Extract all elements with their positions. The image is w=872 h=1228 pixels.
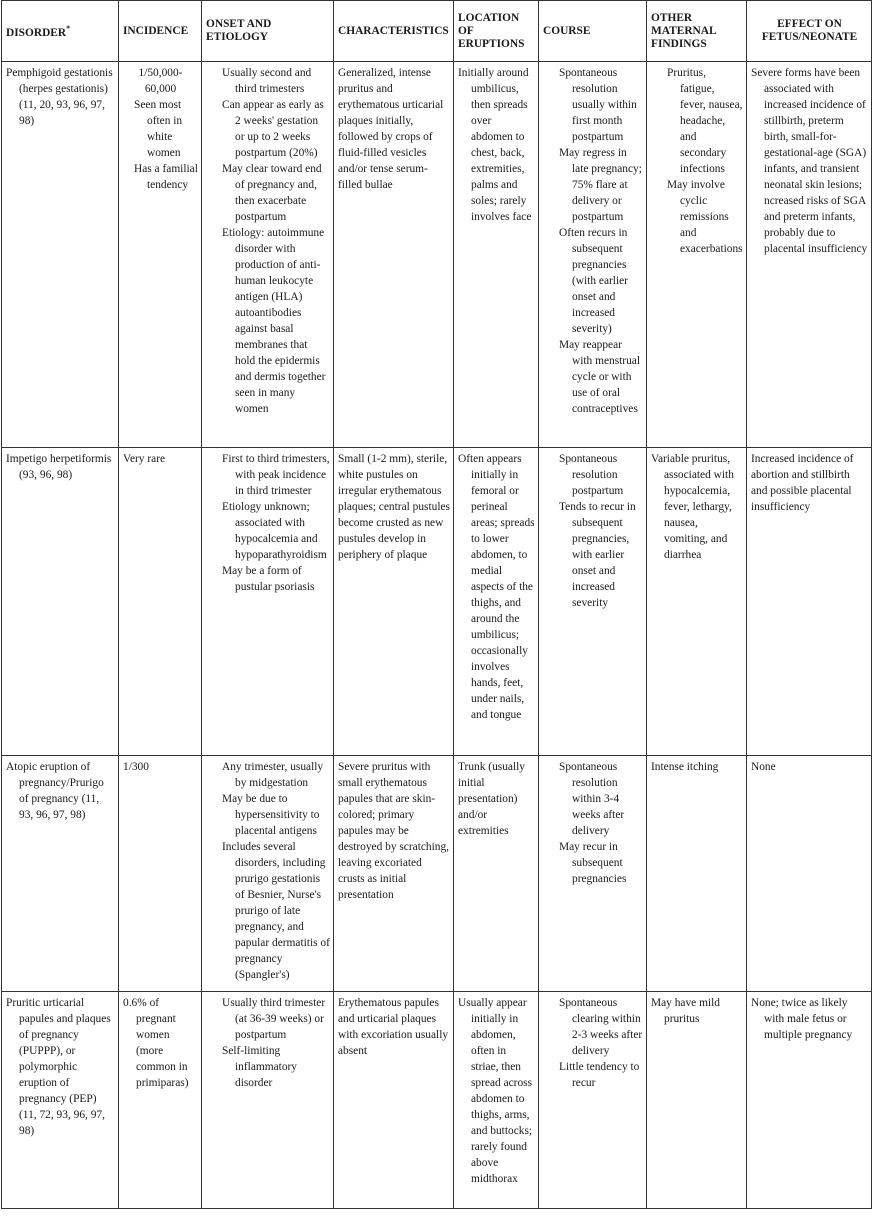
cell-maternal bbox=[647, 992, 747, 1209]
location-text: Often appears initially in femoral or perineal areas; spreads to lower abdomen, to medial aspects of the thighs, and around the umbilicus; occasionally involves hands, feet, under nails, and tongue bbox=[458, 453, 535, 721]
onset-entry: First to third trimesters, with peak incidence in third trimester bbox=[222, 453, 330, 497]
onset-entry: Etiology unknown; associated with hypocalcemia and hypoparathyroidism bbox=[222, 501, 327, 561]
header-characteristics: CHARACTERISTICS bbox=[334, 1, 454, 62]
onset-entry: Self-limiting inflammatory disorder bbox=[222, 1045, 297, 1089]
effect-text: Increased incidence of abortion and stillbirth and possible placental insufficiency bbox=[751, 453, 854, 513]
header-course: COURSE bbox=[539, 1, 647, 62]
course-entry: Spontaneous resolution within 3-4 weeks after delivery bbox=[559, 761, 625, 837]
cell-disorder bbox=[2, 448, 119, 756]
maternal-entry: Intense itching bbox=[651, 761, 719, 773]
incidence-entry: Has a familial tendency bbox=[134, 163, 198, 191]
cell-onset bbox=[202, 448, 334, 756]
table-row bbox=[2, 62, 872, 448]
effect-text: Severe forms have been associated with increased incidence of stillbirth, preterm birth, small-for-gestational-age (SGA) infants, and transient neonatal skin lesions; ncreased risks of SGA and preterm infants, probably due to placental insufficiency bbox=[751, 67, 868, 255]
cell-incidence bbox=[119, 992, 202, 1209]
cell-effect bbox=[747, 62, 872, 448]
cell-effect bbox=[747, 448, 872, 756]
course-entry: Often recurs in subsequent pregnancies (with earlier onset and increased severity) bbox=[559, 227, 628, 335]
cell-onset bbox=[202, 756, 334, 992]
cell-location bbox=[454, 62, 539, 448]
incidence-entry: 1/50,000-60,000 bbox=[138, 67, 183, 95]
onset-entry: Any trimester, usually by midgestation bbox=[222, 761, 324, 789]
course-entry: May recur in subsequent pregnancies bbox=[559, 841, 627, 885]
effect-text: None bbox=[751, 761, 776, 773]
course-entry: Little tendency to recur bbox=[559, 1061, 640, 1089]
characteristics-text: Severe pruritus with small erythematous papules that are skin-colored; primary papules may be destroyed by scratching, leaving excoriated crusts as initial presentation bbox=[338, 761, 450, 901]
cell-course bbox=[539, 62, 647, 448]
onset-entry: May clear toward end of pregnancy and, then exacerbate postpartum bbox=[222, 163, 322, 223]
maternal-entry: May involve cyclic remissions and exacerbations bbox=[667, 179, 743, 255]
cell-characteristics bbox=[334, 448, 454, 756]
cell-course bbox=[539, 992, 647, 1209]
cell-maternal bbox=[647, 62, 747, 448]
course-entry: Tends to recur in subsequent pregnancies, with earlier onset and increased severity bbox=[559, 501, 636, 609]
header-maternal: OTHER MATERNAL FINDINGS bbox=[647, 1, 747, 62]
disorder-name: Impetigo herpetiformis (93, 96, 98) bbox=[6, 453, 112, 481]
cell-course bbox=[539, 756, 647, 992]
onset-entry: Includes several disorders, including prurigo gestationis of Besnier, Nurse's prurigo of late pregnancy, and papular dermatitis of pregnancy (Spangler's) bbox=[222, 841, 330, 981]
disorder-name: Pruritic urticarial papules and plaques of pregnancy (PUPPP), or polymorphic eruption of pregnancy (PEP) (11, 72, 93, 96, 97, 98) bbox=[6, 997, 111, 1137]
header-disorder: DISORDER* bbox=[2, 1, 119, 62]
incidence-entry: 0.6% of pregnant women (more common in primiparas) bbox=[123, 997, 189, 1089]
header-row bbox=[2, 1, 872, 62]
cell-course bbox=[539, 448, 647, 756]
cell-onset bbox=[202, 992, 334, 1209]
cell-effect bbox=[747, 756, 872, 992]
effect-text: None; twice as likely with male fetus or multiple pregnancy bbox=[751, 997, 853, 1041]
cell-incidence bbox=[119, 62, 202, 448]
course-entry: Spontaneous resolution usually within first month postpartum bbox=[559, 67, 637, 143]
skin-disorders-table bbox=[1, 0, 872, 1209]
cell-effect bbox=[747, 992, 872, 1209]
cell-disorder bbox=[2, 62, 119, 448]
cell-characteristics bbox=[334, 756, 454, 992]
cell-maternal bbox=[647, 448, 747, 756]
header-effect: EFFECT ON FETUS/NEONATE bbox=[747, 1, 872, 62]
course-entry: Spontaneous resolution postpartum bbox=[559, 453, 624, 497]
maternal-entry: Pruritus, fatigue, fever, nausea, headache, and secondary infections bbox=[667, 67, 743, 175]
course-entry: May reappear with menstrual cycle or with use of oral contraceptives bbox=[559, 339, 641, 415]
cell-incidence bbox=[119, 448, 202, 756]
onset-entry: Can appear as early as 2 weeks' gestation or up to 2 weeks postpartum (20%) bbox=[222, 99, 324, 159]
table-row bbox=[2, 992, 872, 1209]
characteristics-text: Erythematous papules and urticarial plaques with excoriation usually absent bbox=[338, 997, 449, 1057]
cell-disorder bbox=[2, 756, 119, 992]
course-entry: Spontaneous clearing within 2-3 weeks after delivery bbox=[559, 997, 643, 1057]
cell-location bbox=[454, 992, 539, 1209]
incidence-entry: Very rare bbox=[123, 453, 166, 465]
characteristics-text: Generalized, intense pruritus and erythematous urticarial plaques initially, followed by crops of fluid-filled vesicles and/or tense serum-filled bullae bbox=[338, 67, 444, 191]
cell-location bbox=[454, 756, 539, 992]
cell-characteristics bbox=[334, 992, 454, 1209]
onset-entry: May be a form of pustular psoriasis bbox=[222, 565, 315, 593]
onset-entry: Usually second and third trimesters bbox=[222, 67, 312, 95]
footnote-marker: * bbox=[66, 24, 71, 34]
header-location: LOCATION OF ERUPTIONS bbox=[454, 1, 539, 62]
characteristics-text: Small (1-2 mm), sterile, white pustules on irregular erythematous plaques; central pustules become crusted as new pustules develop in periphery of plaque bbox=[338, 453, 450, 561]
cell-maternal bbox=[647, 756, 747, 992]
header-onset: ONSET AND ETIOLOGY bbox=[202, 1, 334, 62]
maternal-entry: May have mild pruritus bbox=[651, 997, 720, 1025]
table-row bbox=[2, 448, 872, 756]
onset-entry: Etiology: autoimmune disorder with production of anti-human leukocyte antigen (HLA) autoantibodies against basal membranes that hold the epidermis and dermis together seen in many women bbox=[222, 227, 326, 415]
location-text: Initially around umbilicus, then spreads over abdomen to chest, back, extremities, palms and soles; rarely involves face bbox=[458, 67, 532, 223]
incidence-entry: Seen most often in white women bbox=[134, 99, 183, 159]
cell-characteristics bbox=[334, 62, 454, 448]
header-incidence: INCIDENCE bbox=[119, 1, 202, 62]
onset-entry: May be due to hypersensitivity to placental antigens bbox=[222, 793, 320, 837]
cell-onset bbox=[202, 62, 334, 448]
table-row bbox=[2, 756, 872, 992]
cell-location bbox=[454, 448, 539, 756]
disorder-name: Atopic eruption of pregnancy/Prurigo of pregnancy (11, 93, 96, 97, 98) bbox=[6, 761, 104, 821]
location-text: Trunk (usually initial presentation) and/or extremities bbox=[458, 761, 525, 837]
maternal-entry: Variable pruritus, associated with hypocalcemia, fever, lethargy, nausea, vomiting, and diarrhea bbox=[651, 453, 734, 561]
incidence-entry: 1/300 bbox=[123, 761, 149, 773]
cell-incidence bbox=[119, 756, 202, 992]
cell-disorder bbox=[2, 992, 119, 1209]
location-text: Usually appear initially in abdomen, often in striae, then spread across abdomen to thighs, arms, and buttocks; rarely found above midthorax bbox=[458, 997, 533, 1185]
onset-entry: Usually third trimester (at 36-39 weeks) or postpartum bbox=[222, 997, 326, 1041]
course-entry: May regress in late pregnancy; 75% flare at delivery or postpartum bbox=[559, 147, 642, 223]
disorder-name: Pemphigoid gestationis (herpes gestationis) (11, 20, 93, 96, 97, 98) bbox=[6, 67, 113, 127]
